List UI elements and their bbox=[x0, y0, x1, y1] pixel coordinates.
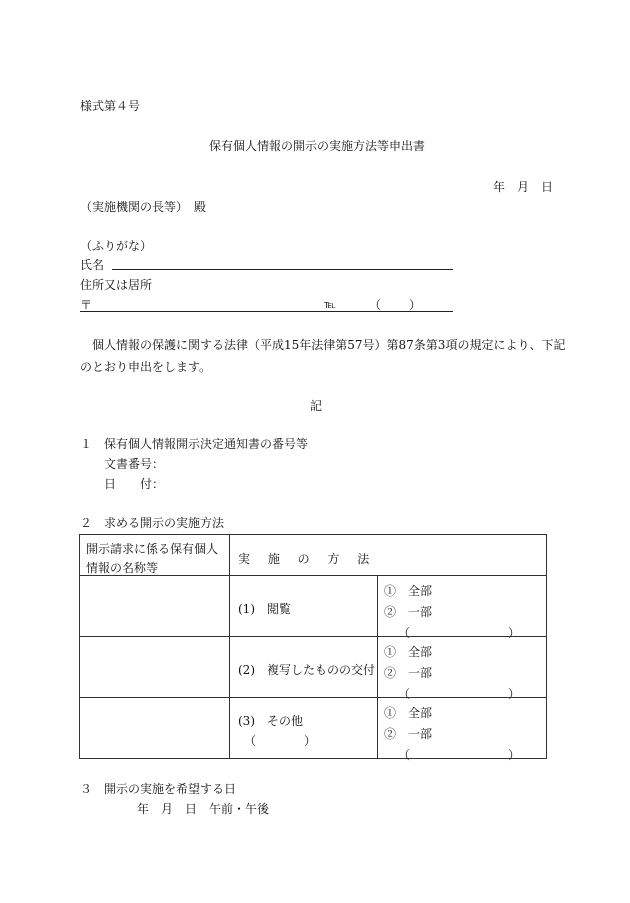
info-name-cell[interactable] bbox=[80, 637, 230, 698]
method-label: (1) 閲覧 bbox=[238, 602, 291, 616]
scope-cell bbox=[378, 698, 547, 762]
address-label: 住所又は居所 bbox=[80, 278, 153, 292]
other-method-paren[interactable]: （ ） bbox=[244, 734, 317, 748]
name-underline bbox=[112, 269, 453, 270]
table-row bbox=[80, 637, 547, 698]
partial-detail-paren[interactable]: （ ） bbox=[398, 687, 520, 701]
info-name-cell[interactable] bbox=[80, 576, 230, 637]
preferred-date-line[interactable]: 年 月 日 午前・午後 bbox=[137, 802, 270, 816]
scope-cell bbox=[378, 576, 547, 640]
methods-table bbox=[79, 534, 547, 762]
form-number: 様式第４号 bbox=[80, 99, 141, 113]
body-line-2: のとおり申出をします。 bbox=[80, 360, 212, 374]
addressee: （実施機関の長等） 殿 bbox=[80, 200, 207, 214]
option-all[interactable]: ① 全部 bbox=[384, 584, 433, 598]
furigana-label: （ふりがな） bbox=[80, 239, 153, 253]
partial-detail-paren[interactable]: （ ） bbox=[398, 748, 520, 762]
method-label: (2) 複写したものの交付 bbox=[238, 663, 375, 677]
section1-heading: １ 保有個人情報開示決定通知書の番号等 bbox=[80, 437, 309, 451]
tel-label: ℡ bbox=[324, 298, 336, 311]
method-cell bbox=[230, 576, 378, 637]
option-partial[interactable]: ② 一部 bbox=[384, 727, 433, 741]
partial-detail-paren[interactable]: （ ） bbox=[398, 626, 520, 640]
postal-mark: 〒 bbox=[80, 298, 93, 312]
header-col1 bbox=[80, 535, 230, 576]
header-method-label: 実 施 の 方 法 bbox=[238, 552, 377, 566]
tel-paren-close: ） bbox=[409, 298, 422, 312]
method-cell bbox=[230, 698, 378, 759]
method-label: (3) その他 bbox=[238, 714, 303, 728]
body-line-1: 個人情報の保護に関する法律（平成15年法律第57号）第87条第3項の規定により、下記 bbox=[80, 338, 566, 352]
table-row bbox=[80, 576, 547, 637]
scope-cell bbox=[378, 637, 547, 701]
name-label: 氏名 bbox=[80, 258, 105, 272]
ki-heading: 記 bbox=[310, 399, 323, 413]
option-all[interactable]: ① 全部 bbox=[384, 645, 433, 659]
header-col1-line2: 情報の名称等 bbox=[86, 561, 159, 575]
table-row bbox=[80, 698, 547, 759]
doc-number-label: 文書番号： bbox=[104, 457, 165, 471]
date-line: 年 月 日 bbox=[493, 180, 554, 194]
header-col1-line1: 開示請求に係る保有個人 bbox=[86, 542, 219, 556]
method-cell bbox=[230, 637, 378, 698]
option-all[interactable]: ① 全部 bbox=[384, 706, 433, 720]
section2-heading: ２ 求める開示の実施方法 bbox=[80, 516, 225, 530]
info-name-cell[interactable] bbox=[80, 698, 230, 759]
table-header-row bbox=[80, 535, 547, 576]
tel-paren-open: （ bbox=[369, 298, 382, 312]
option-partial[interactable]: ② 一部 bbox=[384, 666, 433, 680]
option-partial[interactable]: ② 一部 bbox=[384, 605, 433, 619]
address-underline bbox=[80, 311, 453, 312]
notice-date-label: 日 付： bbox=[104, 477, 165, 491]
header-col2 bbox=[230, 535, 547, 576]
document-title: 保有個人情報の開示の実施方法等申出書 bbox=[209, 139, 426, 153]
section3-heading: ３ 開示の実施を希望する日 bbox=[80, 782, 237, 796]
body-paragraph bbox=[80, 334, 566, 378]
